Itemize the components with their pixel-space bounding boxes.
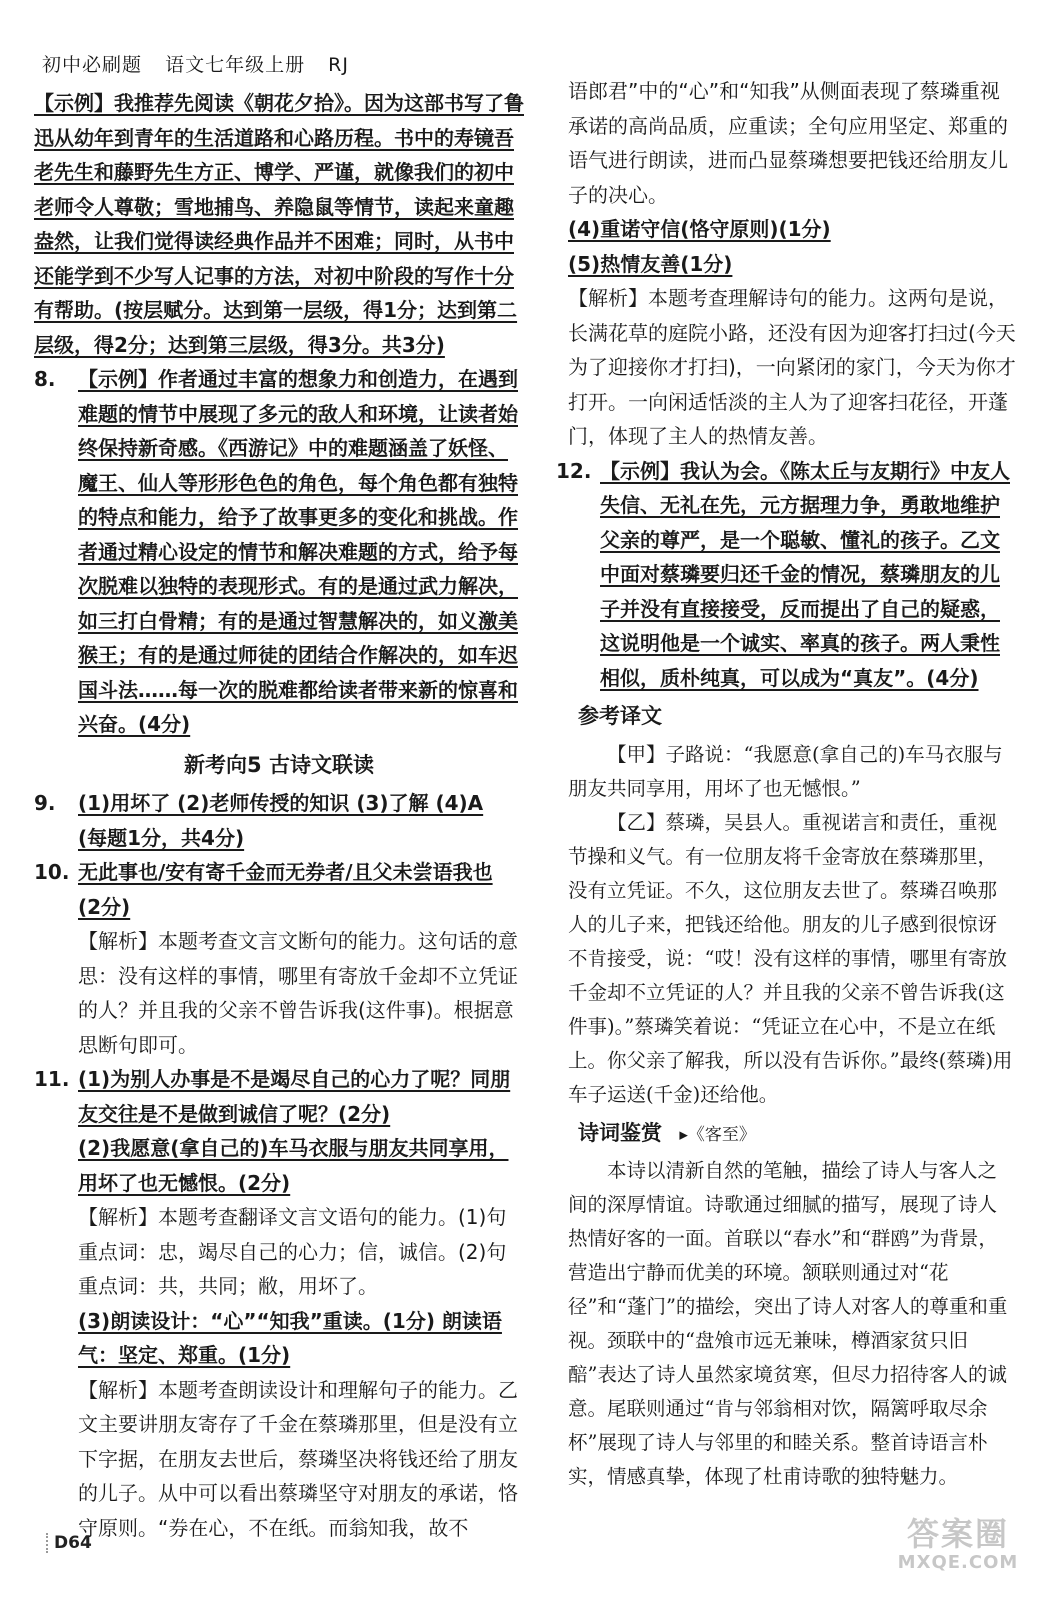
watermark-main: 答案圈 [906, 1515, 1009, 1553]
subject-name: 语文七年级上册 [165, 54, 306, 76]
left-column [34, 86, 524, 1545]
poem-appreciation-text: 本诗以清新自然的笔触，描绘了诗人与客人之间的深厚情谊。诗歌通过细腻的描写，展现了诗人热情好客的一面。首联以“春水”和“群鸥”为背景，营造出宁静而优美的环境。颔联则通过对“花径”和“蓬门”的描绘，突出了诗人对客人的尊重和重视。颈联中的“盘飧市远无兼味，樽酒家贫只旧醅”表达了诗人虽然家境贫寒，但尽力招待客人的诚意。尾联则通过“肯与邻翁相对饮，隔篱呼取尽余杯”展现了诗人与邻里的和睦关系。整首诗语言朴实，情感真挚，体现了杜甫诗歌的独特魅力。 [568, 1159, 1008, 1488]
watermark-logo [888, 1515, 1028, 1585]
poem-appreciation-label: 诗词鉴赏 [578, 1120, 662, 1145]
q11-analysis1: 【解析】本题考查翻译文言文语句的能力。(1)句重点词：忠，竭尽自己的心力；信，诚信。(2)句重点词：共，共同；敝，用坏了。 [78, 1205, 507, 1298]
section-title: 新考向5 古诗文联读 [184, 752, 374, 777]
poem-title: ▸《客至》 [679, 1124, 756, 1145]
q11-part4: (4)重诺守信(恪守原则)(1分) [568, 217, 831, 241]
reference-translation-title: 参考译文 [578, 704, 662, 728]
translation-b: 【乙】蔡璘，吴县人。重视诺言和责任，重视节操和义气。有一位朋友将千金寄放在蔡璘那里，没有立凭证。不久，这位朋友去世了。蔡璘召唤那人的儿子来，把钱还给他。朋友的儿子感到很惊讶不肯接受，说：“哎！没有这样的事情，哪里有寄放千金却不立凭证的人？并且我的父亲不曾告诉我(这件事)。”蔡璘笑着说：“凭证立在心中，不是立在纸上。你父亲了解我，所以没有告诉你。”最终(蔡璘)用车子运送(千金)还给他。 [568, 810, 1013, 1106]
q9-answer: (1)用坏了 (2)老师传授的知识 (3)了解 (4)A [78, 791, 484, 815]
q11-continued: 语郎君”中的“心”和“知我”从侧面表现了蔡璘重视承诺的高尚品质，应重读；全句应用坚定、郑重的语气进行朗读，进而凸显蔡璘想要把钱还给朋友儿子的决心。 [568, 79, 1008, 207]
q11-analysis2: 【解析】本题考查朗读设计和理解句子的能力。乙文主要讲朋友寄存了千金在蔡璘那里，但是没有立下字据，在朋友去世后，蔡璘坚决将钱还给了朋友的儿子。从中可以看出蔡璘坚守对朋友的承诺，恪守原则。“券在心，不在纸。而翁知我，故不 [78, 1377, 518, 1540]
q11-part1: (1)为别人办事是不是竭尽自己的心力了呢？同朋友交往是不是做到诚信了呢？(2分) [78, 1067, 511, 1126]
q12 [556, 454, 1016, 696]
q11-analysis3: 【解析】本题考查理解诗句的能力。这两句是说，长满花草的庭院小路，还没有因为迎客打扫过(今天为了迎接你才打扫)，一向紧闭的家门，今天为你才打开。一向闲适恬淡的主人为了迎客扫花径，开蓬门，体现了主人的热情友善。 [568, 286, 1016, 448]
q10-answer: 无此事也/安有寄千金而无券者/且父未尝语我也 [78, 860, 493, 884]
q11-part3: (3)朗读设计：“心”“知我”重读。(1分) 朗读语气：坚定、郑重。(1分) [78, 1308, 502, 1367]
series-name: 初中必刷题 [42, 54, 143, 76]
q9 [34, 786, 524, 855]
q10-score: (2分) [78, 894, 131, 919]
q9-number: 9. [34, 791, 56, 815]
q12-answer: 【示例】我认为会。《陈太丘与友期行》中友人失信、无礼在先，元方据理力争，勇敢地维护父亲的尊严，是一个聪敏、懂礼的孩子。乙文中面对蔡璘要归还千金的情况，蔡璘朋友的儿子并没有直接接受，反而提出了自己的疑惑，这说明他是一个诚实、率真的孩子。两人秉性相似，质朴纯真，可以成为“真友”。(4分) [600, 458, 1010, 690]
q10-analysis: 【解析】本题考查文言文断句的能力。这句话的意思：没有这样的事情，哪里有寄放千金却不立凭证的人？并且我的父亲不曾告诉我(这件事)。根据意思断句即可。 [78, 929, 518, 1057]
q8-answer: 【示例】作者通过丰富的想象力和创造力，在遇到难题的情节中展现了多元的敌人和环境，让读者始终保持新奇感。《西游记》中的难题涵盖了妖怪、魔王、仙人等形形色色的角色，每个角色都有独特的特点和能力，给予了故事更多的变化和挑战。作者通过精心设定的情节和解决难题的方式，给予每次脱难以独特的表现形式。有的是通过武力解决，如三打白骨精；有的是通过智慧解决的，如义激美猴王；有的是通过师徒的团结合作解决的，如车迟国斗法……每一次的脱难都给读者带来新的惊喜和兴奋。(4分) [78, 367, 518, 736]
q8 [34, 362, 524, 742]
page-header [42, 50, 365, 77]
q12-number: 12. [556, 458, 592, 483]
edition-name: RJ [328, 54, 349, 76]
q7-continued: 【示例】我推荐先阅读《朝花夕拾》。因为这部书写了鲁迅从幼年到青年的生活道路和心路历程。书中的寿镜吾老先生和藤野先生方正、博学、严谨，就像我们的初中老师令人尊敬；雪地捕鸟、养隐鼠等情节，读起来童趣盎然，让我们觉得读经典作品并不困难；同时，从书中还能学到不少写人记事的方法，对初中阶段的写作十分有帮助。(按层赋分。达到第一层级，得1分；达到第二层级，得2分；达到第三层级，得3分。共3分) [34, 91, 524, 357]
poem-appreciation-title [578, 1116, 1016, 1153]
watermark-url: MXQE.COM [897, 1552, 1019, 1573]
q11-part5: (5)热情友善(1分) [568, 251, 733, 276]
translation-a: 【甲】子路说：“我愿意(拿自己的)车马衣服与朋友共同享用，用坏了也无憾恨。” [568, 742, 1003, 800]
q11-number: 11. [34, 1067, 70, 1091]
q10-number: 10. [34, 860, 70, 884]
page-number: D64 [46, 1533, 92, 1553]
q11-part2: (2)我愿意(拿自己的)车马衣服与朋友共同享用，用坏了也无憾恨。(2分) [78, 1136, 509, 1195]
q10 [34, 855, 524, 1062]
q8-number: 8. [34, 367, 56, 391]
q11 [34, 1062, 524, 1545]
q9-score: (每题1分，共4分) [78, 825, 245, 850]
right-column [556, 74, 1016, 1494]
